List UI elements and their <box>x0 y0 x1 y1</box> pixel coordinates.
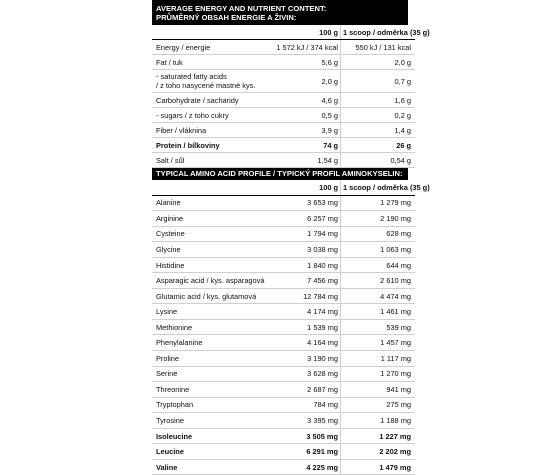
value-100g: 3 395 mg <box>264 413 341 429</box>
value-scoop: 2,0 g <box>341 55 416 70</box>
column-scoop: 1 scoop / odměrka (35 g) <box>341 180 416 195</box>
table-row <box>152 366 415 382</box>
column-100g: 100 g <box>264 25 341 40</box>
table-row <box>152 288 415 304</box>
value-scoop: 1 188 mg <box>341 413 416 429</box>
table-row <box>152 138 415 153</box>
table-row <box>152 335 415 351</box>
value-100g: 4 225 mg <box>264 459 341 475</box>
value-scoop: 1,4 g <box>341 123 416 138</box>
value-scoop: 550 kJ / 131 kcal <box>341 40 416 55</box>
value-100g: 0,5 g <box>264 108 341 123</box>
value-scoop: 539 mg <box>341 319 416 335</box>
row-label: Arginine <box>152 211 264 227</box>
value-100g: 2,0 g <box>264 70 341 93</box>
row-label: - saturated fatty acids / z toho nasycené mastné kys. <box>152 70 264 93</box>
column-100g: 100 g <box>264 180 341 195</box>
amino-column-header <box>152 180 415 195</box>
row-label: Isoleucine <box>152 428 264 444</box>
nutrition-label <box>152 0 430 472</box>
value-100g: 3 038 mg <box>264 242 341 258</box>
table-row <box>152 428 415 444</box>
table-row <box>152 226 415 242</box>
row-label: Cysteine <box>152 226 264 242</box>
table-row <box>152 93 415 108</box>
value-scoop: 628 mg <box>341 226 416 242</box>
value-scoop: 0,54 g <box>341 153 416 168</box>
value-scoop: 941 mg <box>341 382 416 398</box>
value-100g: 4,6 g <box>264 93 341 108</box>
table-row <box>152 108 415 123</box>
value-scoop: 644 mg <box>341 257 416 273</box>
row-label: Protein / bílkoviny <box>152 138 264 153</box>
row-label: Tyrosine <box>152 413 264 429</box>
table-row <box>152 153 415 168</box>
row-label: Alanine <box>152 195 264 211</box>
value-scoop: 1 457 mg <box>341 335 416 351</box>
value-100g: 3 628 mg <box>264 366 341 382</box>
row-label: Proline <box>152 351 264 367</box>
value-100g: 1 572 kJ / 374 kcal <box>264 40 341 55</box>
value-scoop: 2 610 mg <box>341 273 416 289</box>
value-scoop: 2 202 mg <box>341 444 416 460</box>
value-100g: 7 456 mg <box>264 273 341 289</box>
column-scoop: 1 scoop / odměrka (35 g) <box>341 25 416 40</box>
value-100g: 3,9 g <box>264 123 341 138</box>
table-row <box>152 211 415 227</box>
table-row <box>152 459 415 475</box>
nutrient-title-cz: PRŮMĚRNÝ OBSAH ENERGIE A ŽIVIN: <box>156 13 297 22</box>
row-label: Methionine <box>152 319 264 335</box>
table-row <box>152 257 415 273</box>
value-scoop: 1,6 g <box>341 93 416 108</box>
row-label: Threonine <box>152 382 264 398</box>
value-100g: 1 840 mg <box>264 257 341 273</box>
row-label: Fat / tuk <box>152 55 264 70</box>
value-scoop: 1 227 mg <box>341 428 416 444</box>
row-label: Lysine <box>152 304 264 320</box>
value-100g: 3 505 mg <box>264 428 341 444</box>
value-100g: 1 794 mg <box>264 226 341 242</box>
value-100g: 74 g <box>264 138 341 153</box>
row-label: Histidine <box>152 257 264 273</box>
value-scoop: 1 479 mg <box>341 459 416 475</box>
value-100g: 784 mg <box>264 397 341 413</box>
value-100g: 1,54 g <box>264 153 341 168</box>
table-row <box>152 444 415 460</box>
table-row <box>152 351 415 367</box>
value-100g: 3 653 mg <box>264 195 341 211</box>
value-scoop: 0,2 g <box>341 108 416 123</box>
row-label: Leucine <box>152 444 264 460</box>
amino-table <box>152 180 430 475</box>
value-scoop: 1 279 mg <box>341 195 416 211</box>
value-100g: 3 190 mg <box>264 351 341 367</box>
nutrient-header <box>152 0 408 25</box>
row-label: Serine <box>152 366 264 382</box>
table-row <box>152 70 415 93</box>
value-100g: 4 164 mg <box>264 335 341 351</box>
value-100g: 1 539 mg <box>264 319 341 335</box>
row-label: Valine <box>152 459 264 475</box>
table-row <box>152 413 415 429</box>
table-row <box>152 273 415 289</box>
value-scoop: 0,7 g <box>341 70 416 93</box>
row-label: Fiber / vláknina <box>152 123 264 138</box>
table-row <box>152 123 415 138</box>
value-scoop: 2 190 mg <box>341 211 416 227</box>
nutrient-title-en: AVERAGE ENERGY AND NUTRIENT CONTENT: <box>156 4 327 13</box>
table-row <box>152 242 415 258</box>
row-label: Phenylalanine <box>152 335 264 351</box>
value-scoop: 1 117 mg <box>341 351 416 367</box>
row-label: Glycine <box>152 242 264 258</box>
table-row <box>152 55 415 70</box>
table-row <box>152 195 415 211</box>
table-row <box>152 40 415 55</box>
row-label: - sugars / z toho cukry <box>152 108 264 123</box>
value-100g: 5,6 g <box>264 55 341 70</box>
value-100g: 6 291 mg <box>264 444 341 460</box>
nutrient-table <box>152 25 430 168</box>
value-100g: 4 174 mg <box>264 304 341 320</box>
value-100g: 6 257 mg <box>264 211 341 227</box>
nutrient-column-header <box>152 25 415 40</box>
row-label: Carbohydrate / sacharidy <box>152 93 264 108</box>
value-scoop: 26 g <box>341 138 416 153</box>
table-row <box>152 304 415 320</box>
value-scoop: 1 461 mg <box>341 304 416 320</box>
value-scoop: 275 mg <box>341 397 416 413</box>
row-label: Energy / energie <box>152 40 264 55</box>
table-row <box>152 382 415 398</box>
value-scoop: 1 270 mg <box>341 366 416 382</box>
value-100g: 12 784 mg <box>264 288 341 304</box>
row-label: Glutamic acid / kys. glutamová <box>152 288 264 304</box>
row-label: Salt / sůl <box>152 153 264 168</box>
amino-header: TYPICAL AMINO ACID PROFILE / TYPICKÝ PROFIL AMINOKYSELIN: <box>152 168 408 180</box>
row-label: Tryptophan <box>152 397 264 413</box>
value-scoop: 4 474 mg <box>341 288 416 304</box>
value-scoop: 1 063 mg <box>341 242 416 258</box>
table-row <box>152 397 415 413</box>
row-label: Asparagic acid / kys. asparagová <box>152 273 264 289</box>
table-row <box>152 319 415 335</box>
value-100g: 2 687 mg <box>264 382 341 398</box>
